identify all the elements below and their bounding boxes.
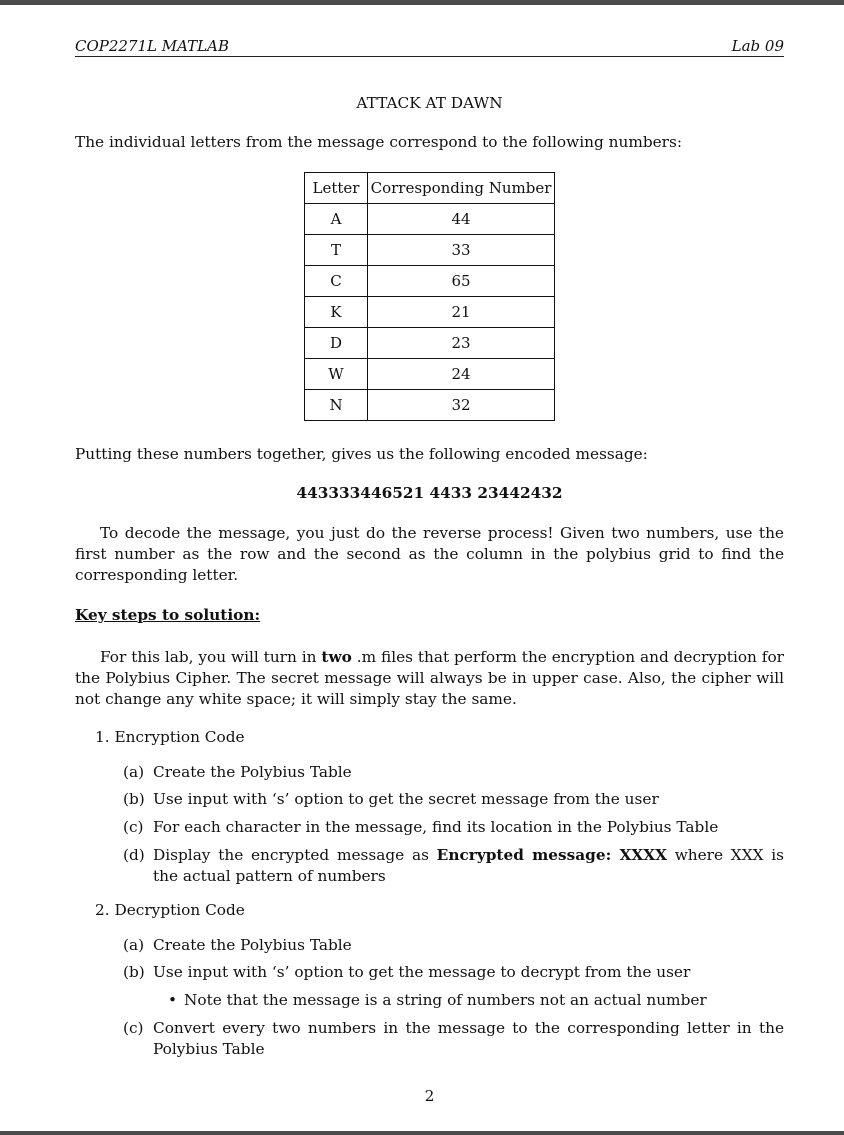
item-text: Use input with ‘s’ option to get the secret message from the user (153, 790, 659, 808)
course-title: COP2271L MATLAB (75, 37, 229, 55)
table-row (305, 235, 555, 266)
list-item (123, 935, 784, 956)
table-cell-letter: A (305, 204, 368, 235)
item-text-pre: Display the encrypted message as (153, 846, 437, 864)
bullet-item (168, 990, 784, 1011)
key-steps-heading (75, 605, 784, 626)
bullet-text: Note that the message is a string of numbers not an actual number (184, 991, 707, 1009)
step-title: Encryption Code (114, 728, 245, 746)
list-item (123, 845, 784, 887)
item-text-bold: Encrypted message: XXXX (436, 846, 667, 864)
lab-paragraph-bold: two (321, 648, 352, 666)
lab-paragraph (75, 647, 784, 710)
list-item (123, 962, 784, 983)
step-number: 2. (95, 901, 110, 919)
item-text-post: where XXX is the actual pattern of numbers (153, 846, 784, 885)
table-row (305, 266, 555, 297)
decode-paragraph: To decode the message, you just do the reverse process! Given two numbers, use the first number as the row and the second as the column in the polybius grid to find the corresponding letter. (75, 524, 784, 584)
table-cell-number: 32 (368, 390, 555, 421)
table-cell-letter: T (305, 235, 368, 266)
table-cell-number: 23 (368, 328, 555, 359)
item-label: (c) (123, 818, 144, 836)
table-header-row (305, 173, 555, 204)
list-item (123, 817, 784, 838)
item-text (153, 845, 784, 887)
table-cell-letter: C (305, 266, 368, 297)
lab-paragraph-text-1: For this lab, you will turn in (100, 648, 322, 666)
table-row (305, 359, 555, 390)
item-text: For each character in the message, find its location in the Polybius Table (153, 818, 719, 836)
list-item (123, 789, 784, 810)
item-label: (a) (123, 936, 145, 954)
table-row (305, 390, 555, 421)
item-text: Create the Polybius Table (153, 763, 352, 781)
table-cell-letter: W (305, 359, 368, 390)
list-item (123, 1018, 784, 1060)
step-number: 1. (95, 728, 110, 746)
letter-number-table (304, 172, 555, 421)
table-row (305, 328, 555, 359)
item-label: (b) (123, 963, 145, 981)
top-border (0, 0, 844, 5)
list-item (123, 762, 784, 783)
item-label: (b) (123, 790, 145, 808)
table-cell-number: 24 (368, 359, 555, 390)
table-cell-number: 44 (368, 204, 555, 235)
table-row (305, 297, 555, 328)
page-number: 2 (424, 1087, 435, 1105)
bottom-border (0, 1131, 844, 1135)
item-text: Convert every two numbers in the message to the corresponding letter in the Polybius Table (153, 1019, 784, 1058)
step-title: Decryption Code (114, 901, 245, 919)
table-cell-number: 21 (368, 297, 555, 328)
table-cell-letter: K (305, 297, 368, 328)
example-message: ATTACK AT DAWN (356, 94, 503, 112)
putting-text: Putting these numbers together, gives us the following encoded message: (75, 445, 648, 463)
key-steps-title: Key steps to solution: (75, 606, 261, 624)
table-cell-letter: N (305, 390, 368, 421)
page-header (75, 36, 784, 57)
lab-paragraph-text-2: .m files that perform the encryption and decryption for the Polybius Cipher. The secret message will always be in upper case. Also, the cipher will not change any white space; it will simply stay the same. (75, 648, 784, 708)
item-text: Create the Polybius Table (153, 936, 352, 954)
table-header-letter: Letter (305, 173, 368, 204)
step-decryption (95, 900, 784, 921)
item-text: Use input with ‘s’ option to get the message to decrypt from the user (153, 963, 691, 981)
encoded-message: 443333446521 4433 23442432 (296, 484, 563, 502)
item-label: (c) (123, 1019, 144, 1037)
step-encryption (95, 727, 784, 748)
table-row (305, 204, 555, 235)
table-cell-number: 65 (368, 266, 555, 297)
bullet-icon: • (168, 991, 178, 1009)
table-cell-number: 33 (368, 235, 555, 266)
table-cell-letter: D (305, 328, 368, 359)
item-label: (a) (123, 763, 145, 781)
item-label: (d) (123, 846, 145, 864)
table-header-number: Corresponding Number (368, 173, 555, 204)
lab-number: Lab 09 (731, 37, 784, 55)
intro-text: The individual letters from the message correspond to the following numbers: (75, 133, 682, 151)
